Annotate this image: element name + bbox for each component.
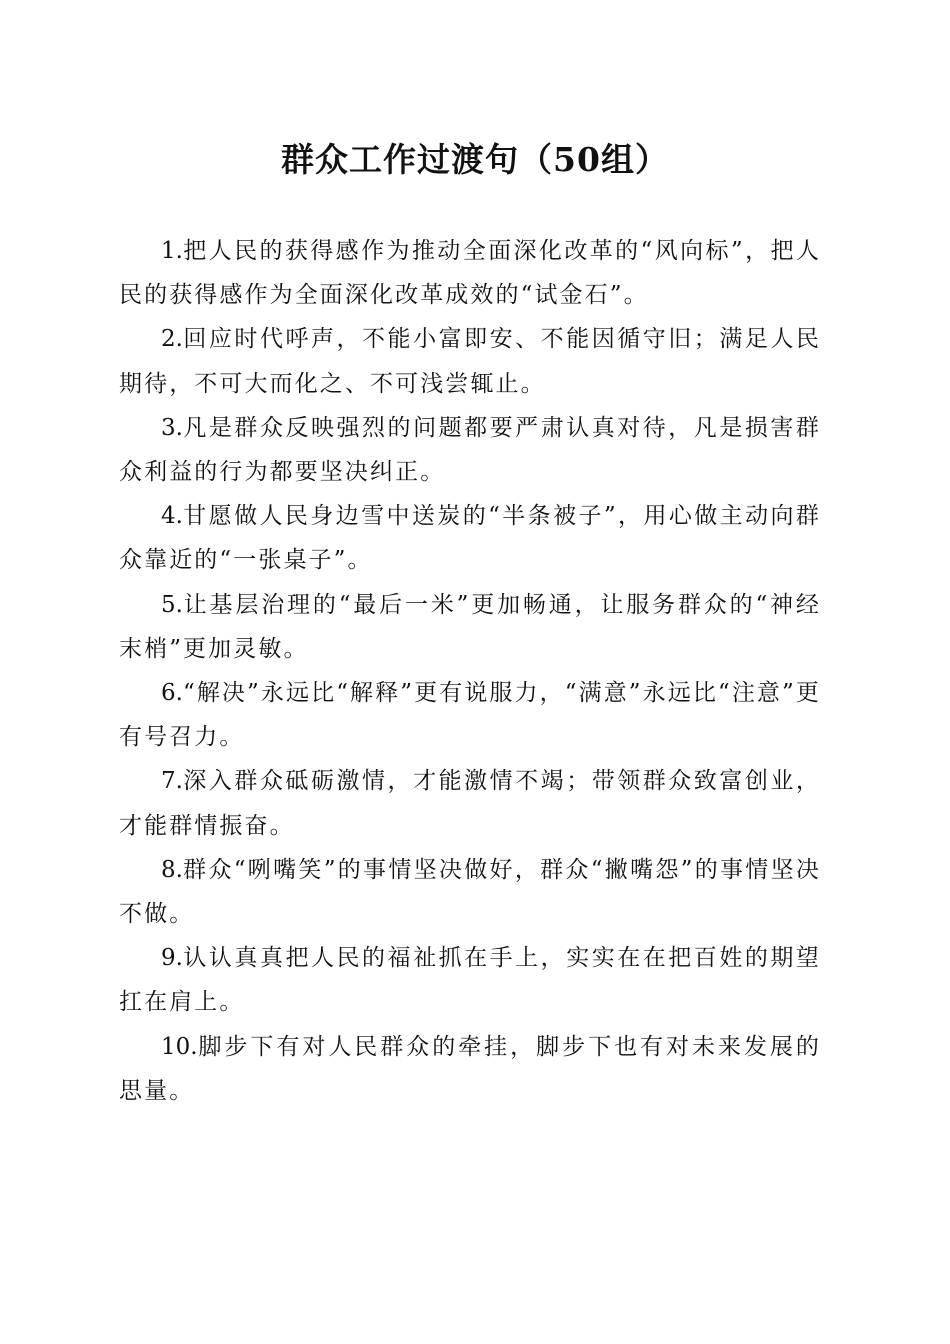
paragraph-number: 3. [161, 414, 183, 441]
paragraph-number: 4. [161, 503, 183, 530]
paragraph-3 [119, 406, 821, 494]
paragraph-text: 凡是群众反映强烈的问题都要严肃认真对待，凡是损害群众利益的行为都要坚决纠正。 [119, 414, 821, 486]
paragraph-4 [119, 494, 821, 582]
paragraph-7 [119, 759, 821, 847]
paragraph-text: 让基层治理的“最后一米”更加畅通，让服务群众的“神经末梢”更加灵敏。 [119, 591, 821, 662]
paragraph-number: 9. [161, 945, 183, 972]
paragraph-10 [119, 1025, 821, 1113]
paragraph-number: 8. [161, 856, 183, 883]
paragraph-text: 认认真真把人民的福祉抓在手上，实实在在把百姓的期望扛在肩上。 [119, 945, 821, 1016]
paragraph-text: 深入群众砥砺激情，才能激情不竭；带领群众致富创业，才能群情振奋。 [119, 768, 821, 839]
paragraph-9 [119, 936, 821, 1024]
paragraph-number: 7. [161, 768, 183, 795]
paragraph-text: 脚步下有对人民群众的牵挂，脚步下也有对未来发展的思量。 [119, 1033, 821, 1104]
document-body [119, 229, 821, 1113]
paragraph-number: 5. [161, 591, 183, 618]
paragraph-text: 群众“咧嘴笑”的事情坚决做好，群众“撇嘴怨”的事情坚决不做。 [119, 856, 821, 928]
paragraph-6 [119, 671, 821, 759]
paragraph-5 [119, 583, 821, 671]
paragraph-text: “解决”永远比“解释”更有说服力，“满意”永远比“注意”更有号召力。 [119, 680, 821, 751]
paragraph-text: 回应时代呼声，不能小富即安、不能因循守旧；满足人民期待，不可大而化之、不可浅尝辄止。 [119, 326, 821, 397]
paragraph-8 [119, 848, 821, 936]
paragraph-text: 甘愿做人民身边雪中送炭的“半条被子”，用心做主动向群众靠近的“一张桌子”。 [119, 503, 821, 574]
paragraph-2 [119, 317, 821, 405]
paragraph-number: 1. [161, 238, 183, 264]
paragraph-number: 2. [161, 326, 183, 353]
paragraph-number: 6. [161, 680, 183, 707]
paragraph-number: 10. [161, 1033, 198, 1060]
paragraph-text: 把人民的获得感作为推动全面深化改革的“风向标”，把人民的获得感作为全面深化改革成效的“试金石”。 [119, 238, 821, 309]
document-title: 群众工作过渡句（50组） [281, 140, 669, 179]
paragraph-1 [119, 229, 821, 317]
